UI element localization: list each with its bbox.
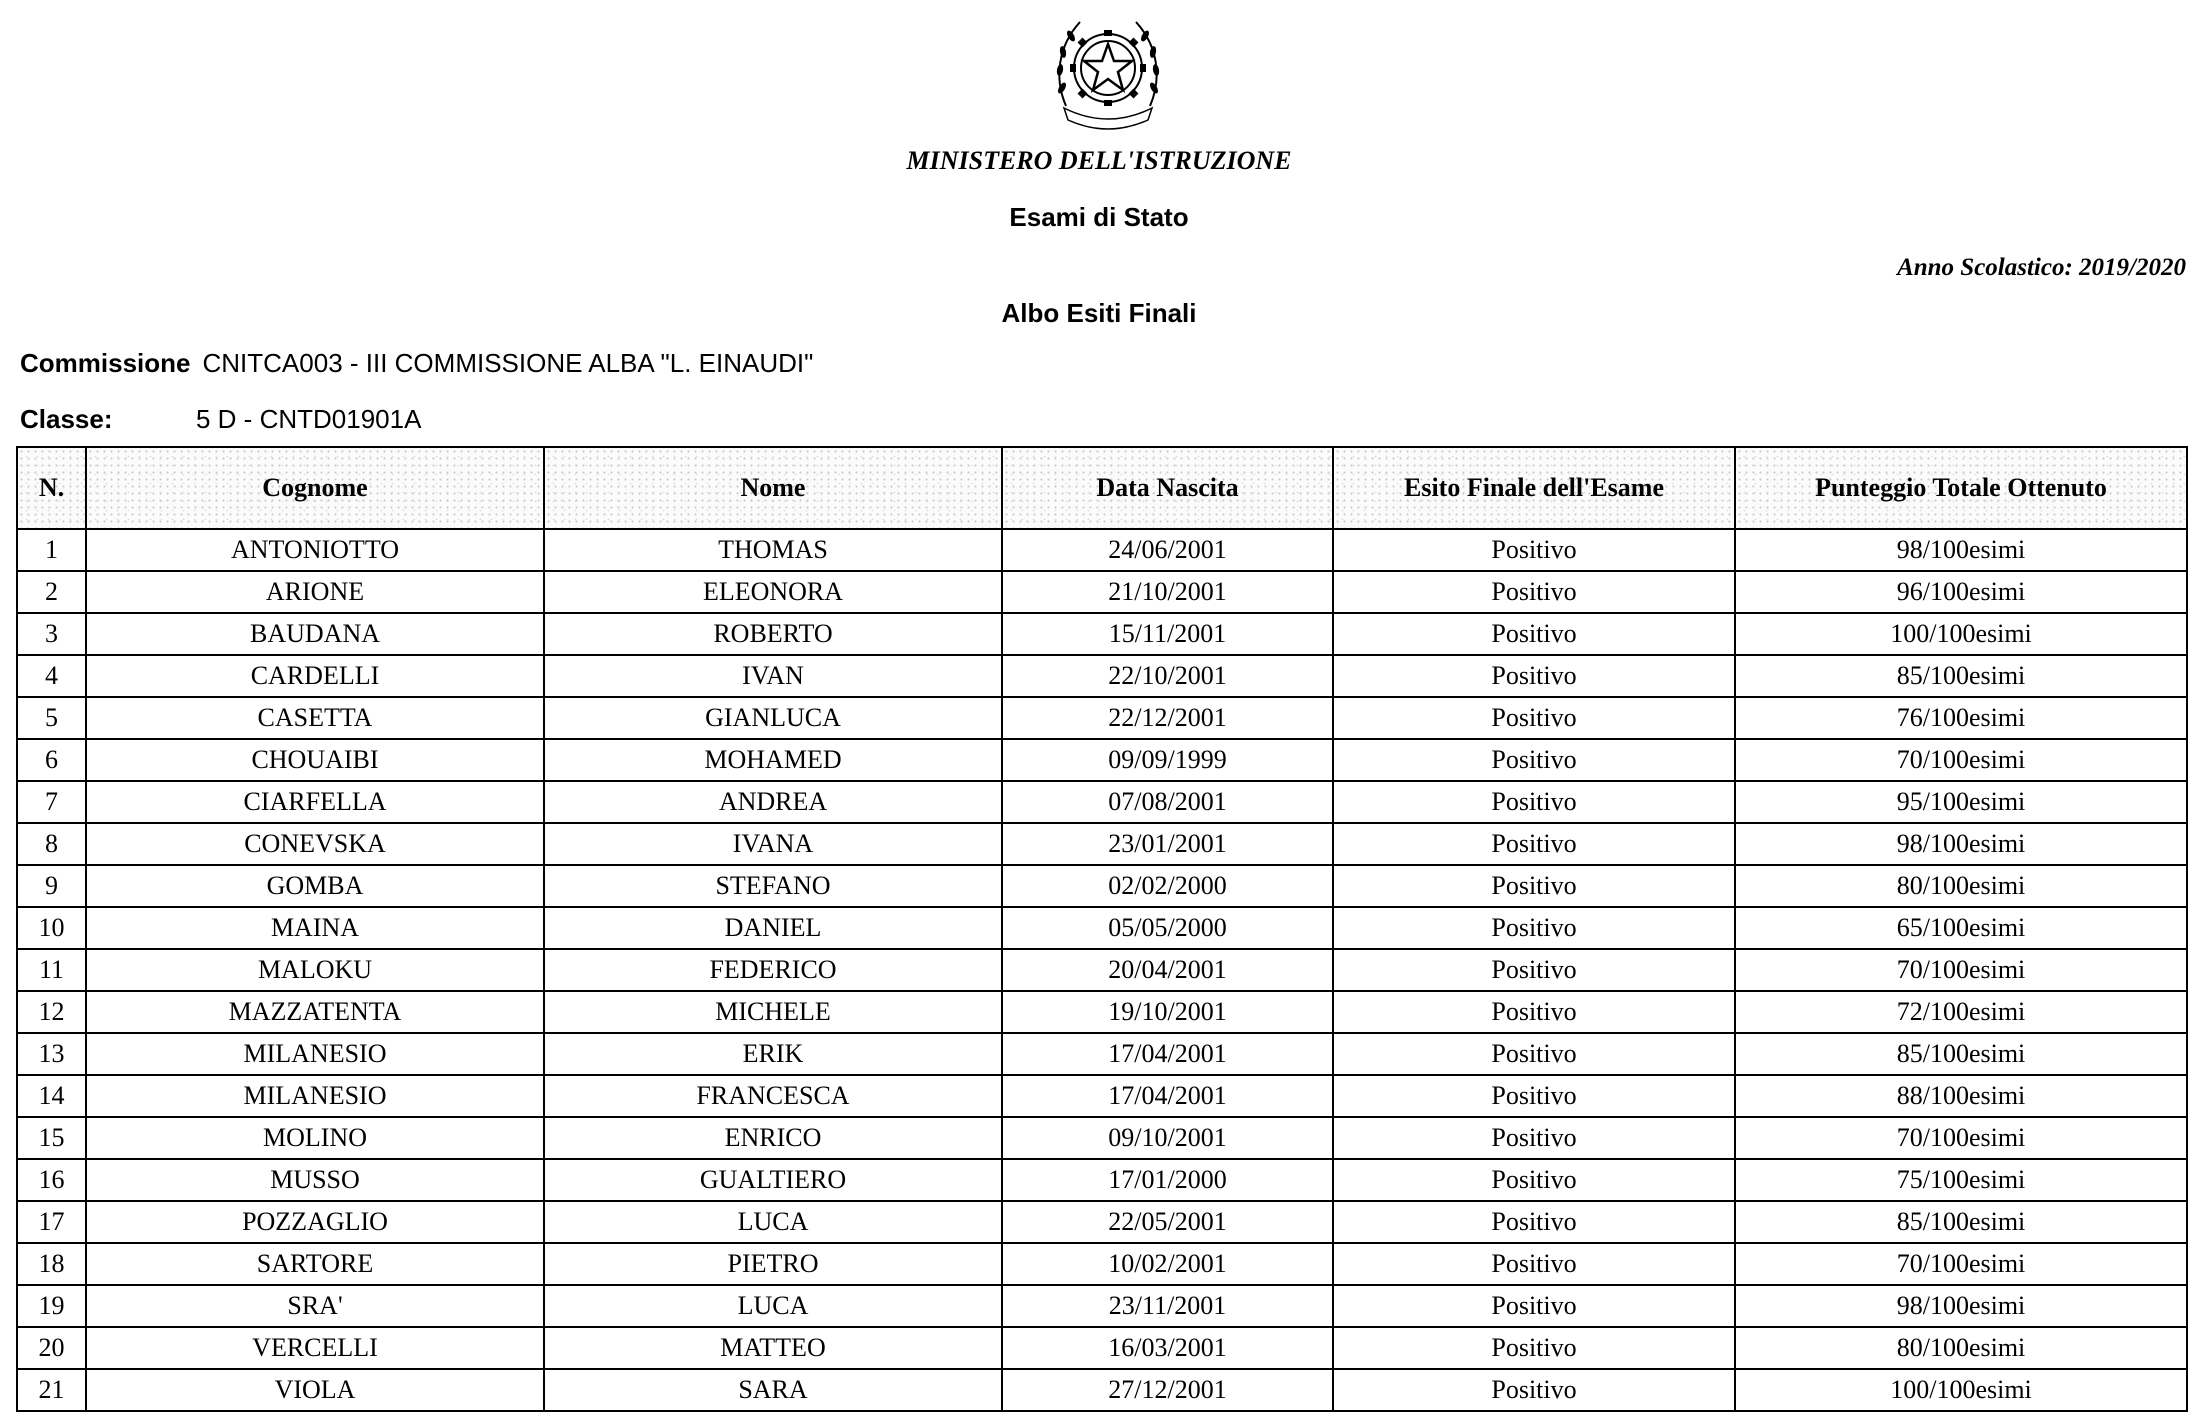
cell-surname: MOLINO xyxy=(86,1117,544,1159)
document-title: Albo Esiti Finali xyxy=(1001,298,1197,328)
header-exam-result: Esito Finale dell'Esame xyxy=(1333,447,1735,529)
cell-name: GIANLUCA xyxy=(544,697,1002,739)
table-row xyxy=(17,823,2187,865)
cell-name: GUALTIERO xyxy=(544,1159,1002,1201)
cell-total-score: 100/100esimi xyxy=(1735,613,2187,655)
cell-name: THOMAS xyxy=(544,529,1002,571)
cell-number: 10 xyxy=(17,907,86,949)
results-table xyxy=(16,446,2188,1412)
cell-surname: MILANESIO xyxy=(86,1075,544,1117)
classe-value: 5 D - CNTD01901A xyxy=(196,404,422,434)
table-row xyxy=(17,613,2187,655)
cell-surname: CARDELLI xyxy=(86,655,544,697)
cell-number: 18 xyxy=(17,1243,86,1285)
table-row xyxy=(17,1285,2187,1327)
cell-name: ANDREA xyxy=(544,781,1002,823)
cell-birth-date: 17/04/2001 xyxy=(1002,1033,1333,1075)
cell-number: 1 xyxy=(17,529,86,571)
cell-exam-result: Positivo xyxy=(1333,739,1735,781)
cell-total-score: 70/100esimi xyxy=(1735,1243,2187,1285)
table-row xyxy=(17,697,2187,739)
cell-name: LUCA xyxy=(544,1201,1002,1243)
cell-birth-date: 22/05/2001 xyxy=(1002,1201,1333,1243)
cell-birth-date: 23/01/2001 xyxy=(1002,823,1333,865)
table-row xyxy=(17,1201,2187,1243)
header-number: N. xyxy=(17,447,86,529)
cell-total-score: 70/100esimi xyxy=(1735,739,2187,781)
table-row xyxy=(17,907,2187,949)
cell-name: MATTEO xyxy=(544,1327,1002,1369)
cell-name: STEFANO xyxy=(544,865,1002,907)
cell-exam-result: Positivo xyxy=(1333,781,1735,823)
cell-total-score: 95/100esimi xyxy=(1735,781,2187,823)
cell-total-score: 98/100esimi xyxy=(1735,1285,2187,1327)
cell-name: ELEONORA xyxy=(544,571,1002,613)
cell-number: 6 xyxy=(17,739,86,781)
cell-surname: ANTONIOTTO xyxy=(86,529,544,571)
cell-surname: MUSSO xyxy=(86,1159,544,1201)
cell-exam-result: Positivo xyxy=(1333,655,1735,697)
header-name: Nome xyxy=(544,447,1002,529)
cell-surname: BAUDANA xyxy=(86,613,544,655)
cell-birth-date: 16/03/2001 xyxy=(1002,1327,1333,1369)
cell-name: ENRICO xyxy=(544,1117,1002,1159)
cell-name: FEDERICO xyxy=(544,949,1002,991)
cell-birth-date: 23/11/2001 xyxy=(1002,1285,1333,1327)
header-birth-date: Data Nascita xyxy=(1002,447,1333,529)
cell-surname: VERCELLI xyxy=(86,1327,544,1369)
cell-total-score: 80/100esimi xyxy=(1735,865,2187,907)
cell-number: 5 xyxy=(17,697,86,739)
cell-total-score: 85/100esimi xyxy=(1735,655,2187,697)
commissione-line xyxy=(20,348,813,379)
cell-surname: GOMBA xyxy=(86,865,544,907)
cell-birth-date: 09/09/1999 xyxy=(1002,739,1333,781)
table-row xyxy=(17,949,2187,991)
cell-exam-result: Positivo xyxy=(1333,1033,1735,1075)
cell-number: 16 xyxy=(17,1159,86,1201)
exam-title: Esami di Stato xyxy=(1009,202,1189,232)
cell-surname: MAINA xyxy=(86,907,544,949)
cell-exam-result: Positivo xyxy=(1333,1201,1735,1243)
cell-total-score: 98/100esimi xyxy=(1735,529,2187,571)
cell-exam-result: Positivo xyxy=(1333,1159,1735,1201)
cell-name: ERIK xyxy=(544,1033,1002,1075)
cell-birth-date: 17/01/2000 xyxy=(1002,1159,1333,1201)
cell-birth-date: 22/12/2001 xyxy=(1002,697,1333,739)
table-row xyxy=(17,991,2187,1033)
cell-birth-date: 15/11/2001 xyxy=(1002,613,1333,655)
cell-name: IVANA xyxy=(544,823,1002,865)
cell-total-score: 85/100esimi xyxy=(1735,1033,2187,1075)
cell-number: 11 xyxy=(17,949,86,991)
cell-birth-date: 20/04/2001 xyxy=(1002,949,1333,991)
cell-exam-result: Positivo xyxy=(1333,571,1735,613)
cell-birth-date: 05/05/2000 xyxy=(1002,907,1333,949)
cell-surname: MILANESIO xyxy=(86,1033,544,1075)
cell-name: PIETRO xyxy=(544,1243,1002,1285)
cell-exam-result: Positivo xyxy=(1333,1117,1735,1159)
cell-name: DANIEL xyxy=(544,907,1002,949)
cell-total-score: 98/100esimi xyxy=(1735,823,2187,865)
cell-exam-result: Positivo xyxy=(1333,991,1735,1033)
cell-exam-result: Positivo xyxy=(1333,1075,1735,1117)
table-row xyxy=(17,529,2187,571)
cell-number: 3 xyxy=(17,613,86,655)
cell-surname: CASETTA xyxy=(86,697,544,739)
header-surname: Cognome xyxy=(86,447,544,529)
cell-birth-date: 22/10/2001 xyxy=(1002,655,1333,697)
cell-birth-date: 02/02/2000 xyxy=(1002,865,1333,907)
table-row xyxy=(17,1075,2187,1117)
cell-surname: VIOLA xyxy=(86,1369,544,1411)
cell-name: IVAN xyxy=(544,655,1002,697)
table-row xyxy=(17,1369,2187,1411)
cell-birth-date: 17/04/2001 xyxy=(1002,1075,1333,1117)
cell-total-score: 88/100esimi xyxy=(1735,1075,2187,1117)
cell-birth-date: 27/12/2001 xyxy=(1002,1369,1333,1411)
table-row xyxy=(17,1243,2187,1285)
ministry-title: MINISTERO DELL'ISTRUZIONE xyxy=(906,146,1292,175)
cell-number: 9 xyxy=(17,865,86,907)
commissione-label: Commissione xyxy=(20,348,191,378)
commissione-value: CNITCA003 - III COMMISSIONE ALBA "L. EINAUDI" xyxy=(202,348,814,378)
cell-total-score: 70/100esimi xyxy=(1735,949,2187,991)
cell-number: 7 xyxy=(17,781,86,823)
table-row xyxy=(17,1327,2187,1369)
cell-surname: MALOKU xyxy=(86,949,544,991)
cell-number: 17 xyxy=(17,1201,86,1243)
table-row xyxy=(17,571,2187,613)
cell-birth-date: 24/06/2001 xyxy=(1002,529,1333,571)
cell-exam-result: Positivo xyxy=(1333,907,1735,949)
cell-exam-result: Positivo xyxy=(1333,823,1735,865)
cell-total-score: 100/100esimi xyxy=(1735,1369,2187,1411)
cell-number: 14 xyxy=(17,1075,86,1117)
cell-exam-result: Positivo xyxy=(1333,1243,1735,1285)
cell-name: MICHELE xyxy=(544,991,1002,1033)
cell-surname: MAZZATENTA xyxy=(86,991,544,1033)
cell-surname: CONEVSKA xyxy=(86,823,544,865)
cell-exam-result: Positivo xyxy=(1333,1369,1735,1411)
cell-exam-result: Positivo xyxy=(1333,529,1735,571)
cell-name: LUCA xyxy=(544,1285,1002,1327)
table-row xyxy=(17,781,2187,823)
cell-total-score: 80/100esimi xyxy=(1735,1327,2187,1369)
cell-birth-date: 09/10/2001 xyxy=(1002,1117,1333,1159)
cell-exam-result: Positivo xyxy=(1333,613,1735,655)
cell-total-score: 85/100esimi xyxy=(1735,1201,2187,1243)
cell-name: MOHAMED xyxy=(544,739,1002,781)
table-row xyxy=(17,1033,2187,1075)
cell-number: 13 xyxy=(17,1033,86,1075)
cell-name: FRANCESCA xyxy=(544,1075,1002,1117)
cell-birth-date: 19/10/2001 xyxy=(1002,991,1333,1033)
cell-number: 15 xyxy=(17,1117,86,1159)
cell-total-score: 96/100esimi xyxy=(1735,571,2187,613)
cell-number: 12 xyxy=(17,991,86,1033)
classe-line xyxy=(20,404,421,435)
cell-total-score: 76/100esimi xyxy=(1735,697,2187,739)
cell-surname: CHOUAIBI xyxy=(86,739,544,781)
table-row xyxy=(17,739,2187,781)
cell-birth-date: 10/02/2001 xyxy=(1002,1243,1333,1285)
cell-name: SARA xyxy=(544,1369,1002,1411)
cell-total-score: 75/100esimi xyxy=(1735,1159,2187,1201)
classe-label: Classe: xyxy=(20,404,113,434)
table-row xyxy=(17,1159,2187,1201)
cell-number: 21 xyxy=(17,1369,86,1411)
table-row xyxy=(17,655,2187,697)
cell-total-score: 65/100esimi xyxy=(1735,907,2187,949)
school-year: Anno Scolastico: 2019/2020 xyxy=(1897,254,2186,281)
header-total-score: Punteggio Totale Ottenuto xyxy=(1735,447,2187,529)
cell-birth-date: 21/10/2001 xyxy=(1002,571,1333,613)
cell-exam-result: Positivo xyxy=(1333,949,1735,991)
table-header-row xyxy=(17,447,2187,529)
table-row xyxy=(17,1117,2187,1159)
cell-surname: CIARFELLA xyxy=(86,781,544,823)
cell-number: 4 xyxy=(17,655,86,697)
cell-surname: SRA' xyxy=(86,1285,544,1327)
table-row xyxy=(17,865,2187,907)
cell-number: 8 xyxy=(17,823,86,865)
cell-surname: POZZAGLIO xyxy=(86,1201,544,1243)
cell-name: ROBERTO xyxy=(544,613,1002,655)
italian-republic-emblem xyxy=(1044,8,1172,134)
cell-exam-result: Positivo xyxy=(1333,1285,1735,1327)
cell-number: 2 xyxy=(17,571,86,613)
cell-exam-result: Positivo xyxy=(1333,865,1735,907)
cell-surname: SARTORE xyxy=(86,1243,544,1285)
cell-exam-result: Positivo xyxy=(1333,1327,1735,1369)
cell-total-score: 70/100esimi xyxy=(1735,1117,2187,1159)
cell-number: 19 xyxy=(17,1285,86,1327)
cell-number: 20 xyxy=(17,1327,86,1369)
cell-birth-date: 07/08/2001 xyxy=(1002,781,1333,823)
cell-surname: ARIONE xyxy=(86,571,544,613)
cell-total-score: 72/100esimi xyxy=(1735,991,2187,1033)
cell-exam-result: Positivo xyxy=(1333,697,1735,739)
